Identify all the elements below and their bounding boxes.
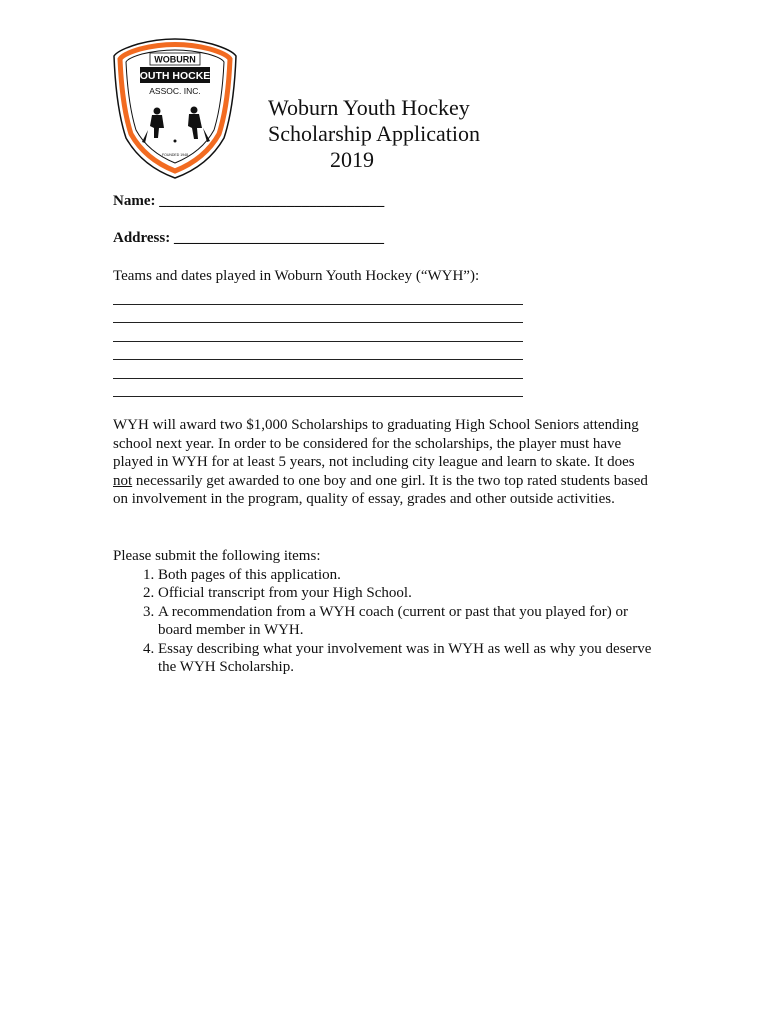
address-label: Address: xyxy=(113,230,171,246)
submission-requirements xyxy=(113,547,658,677)
scholarship-description xyxy=(113,416,653,509)
description-text-part-2: necessarily get awarded to one boy and one girl. It is the two top rated students based on involvement in the program, quality of essay, grades and other outside activities. xyxy=(113,472,648,507)
logo-text-woburn: WOBURN xyxy=(154,54,196,65)
list-item: 3. A recommendation from a WYH coach (current or past that you played for) or board member in WYH. xyxy=(158,603,658,640)
logo-text-youth-hockey: YOUTH HOCKEY xyxy=(132,70,218,82)
title-line-2: Scholarship Application xyxy=(268,121,481,146)
teams-blank-line[interactable] xyxy=(113,379,523,398)
submission-intro: Please submit the following items: xyxy=(113,548,321,564)
address-field[interactable] xyxy=(113,230,384,247)
document-title xyxy=(268,95,480,173)
teams-blank-line[interactable] xyxy=(113,323,523,342)
list-item: 2. Official transcript from your High School. xyxy=(158,584,658,603)
submission-list xyxy=(113,566,658,677)
teams-label: Teams and dates played in Woburn Youth Hockey (“WYH”): xyxy=(113,268,480,284)
teams-blank-lines[interactable] xyxy=(113,286,523,397)
description-underlined-word: not xyxy=(113,472,133,489)
logo-text-assoc: ASSOC. INC. xyxy=(149,86,201,96)
title-line-1: Woburn Youth Hockey xyxy=(268,95,470,120)
name-blank[interactable]: ______________________________ xyxy=(159,193,385,209)
wyh-logo xyxy=(112,38,238,180)
address-blank[interactable]: ____________________________ xyxy=(173,230,384,246)
description-text-part-1: WYH will award two $1,000 Scholarships to graduating High School Seniors attending school next year. In order to be considered for the scholarships, the player must have played in WYH for at least 5 years, not including city league and learn to skate. It does xyxy=(113,417,639,470)
list-item: 1. Both pages of this application. xyxy=(158,566,658,585)
teams-blank-line[interactable] xyxy=(113,360,523,379)
logo-text-founded: FOUNDED 1948 xyxy=(161,153,189,157)
name-field[interactable] xyxy=(113,193,384,210)
teams-blank-line[interactable] xyxy=(113,342,523,361)
name-label: Name: xyxy=(113,193,156,209)
list-item: 4. Essay describing what your involvement was in WYH as well as why you deserve the WYH Scholarship. xyxy=(158,640,658,677)
teams-blank-line[interactable] xyxy=(113,286,523,305)
teams-blank-line[interactable] xyxy=(113,305,523,324)
title-year: 2019 xyxy=(330,147,374,172)
